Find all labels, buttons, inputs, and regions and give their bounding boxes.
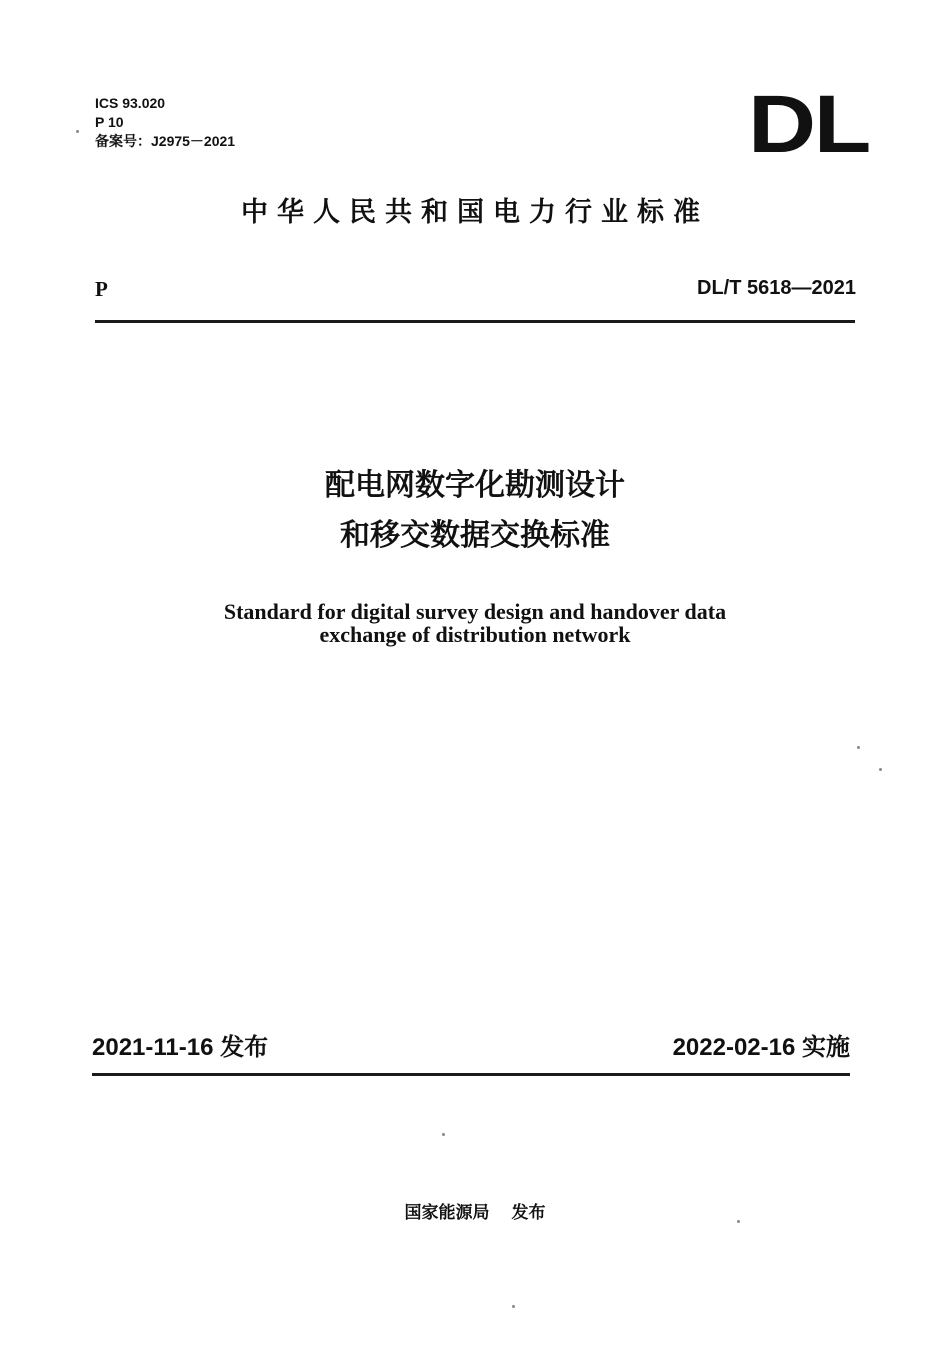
title-zh-line1: 配电网数字化勘测设计	[325, 468, 625, 503]
classification-code: P	[95, 277, 108, 301]
category-code: P 10	[95, 114, 124, 130]
implementation-date: 2022-02-16 实施	[672, 1034, 850, 1061]
national-standard-heading: 中华人民共和国电力行业标准	[241, 197, 709, 228]
title-en-line1: Standard for digital survey design and handover data	[223, 599, 727, 624]
publisher-action: 发布	[511, 1203, 546, 1223]
publisher-name: 国家能源局	[404, 1203, 490, 1223]
date-divider	[92, 1073, 850, 1076]
dl-logo: DL	[748, 79, 870, 170]
ics-code: ICS 93.020	[95, 95, 166, 111]
title-zh-line2: 和移交数据交换标准	[340, 518, 610, 553]
header-divider	[95, 320, 855, 323]
record-number: 备案号：J2975－2021	[95, 133, 236, 149]
publisher-line	[0, 1198, 950, 1223]
scan-speck	[76, 130, 79, 133]
issue-date: 2021-11-16 发布	[92, 1034, 269, 1061]
title-en-line2: exchange of distribution network	[319, 622, 631, 647]
scan-speck	[442, 1133, 445, 1136]
scan-speck	[879, 768, 882, 771]
standard-number: DL/T 5618—2021	[697, 277, 856, 299]
scan-speck	[857, 746, 860, 749]
scan-speck	[512, 1305, 515, 1308]
scan-speck	[737, 1220, 740, 1223]
